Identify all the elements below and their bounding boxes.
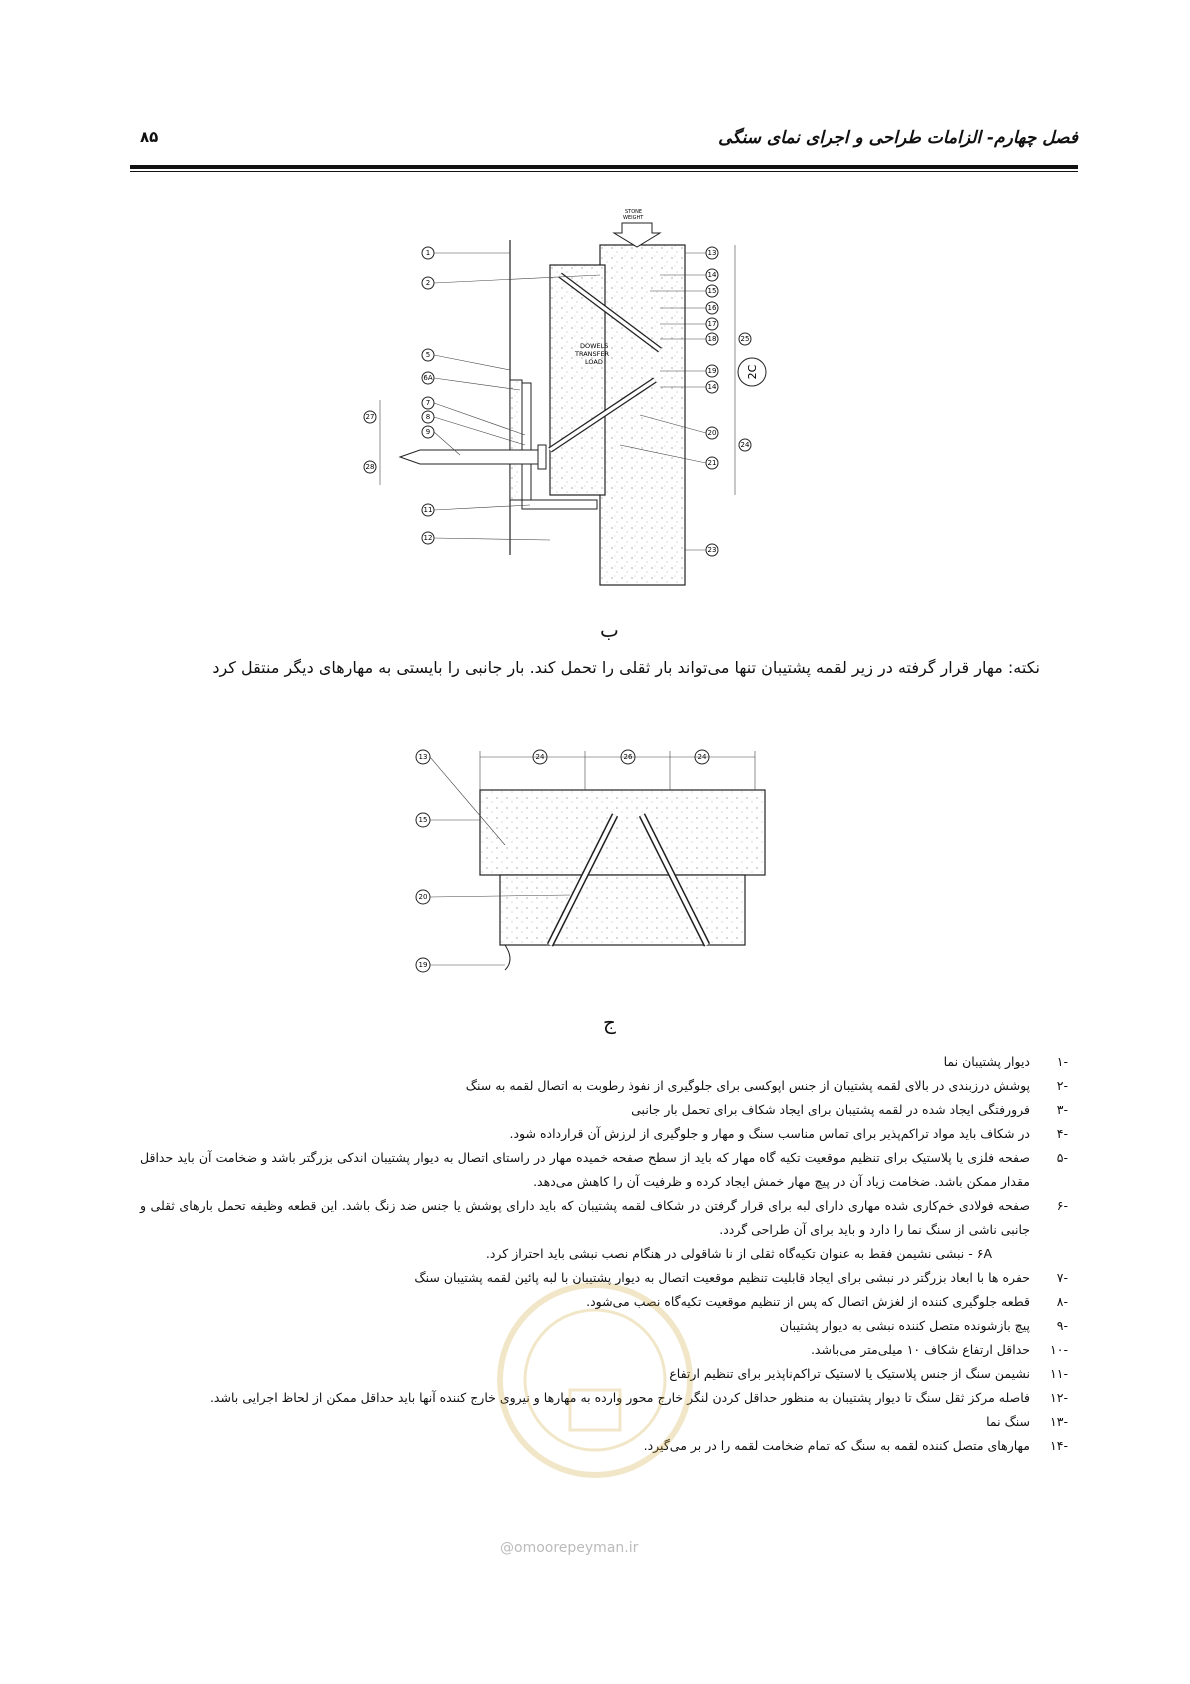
figure-b-drawing <box>360 205 830 615</box>
callouts-left <box>364 247 434 544</box>
svg-text:14: 14 <box>707 271 717 279</box>
figure-b-label: ب <box>600 618 619 642</box>
svg-text:18: 18 <box>707 335 717 343</box>
svg-text:28: 28 <box>365 463 375 471</box>
svg-text:6A: 6A <box>423 374 433 382</box>
stone-section <box>480 790 765 875</box>
svg-text:25: 25 <box>740 335 750 343</box>
shim-plate <box>510 380 522 500</box>
list-item: -۱۰ حداقل ارتفاع شکاف ۱۰ میلی‌متر می‌باشد. <box>810 1342 1068 1357</box>
svg-text:16: 16 <box>707 304 717 312</box>
note-text: نکته: مهار قرار گرفته در زیر لقمه پشتیبان تنها می‌تواند بار ثقلی را تحمل کند. بار جانبی را بایستی به مهارهای دیگر منتقل کرد <box>212 658 1040 677</box>
list-item: -۷ حفره ها با ابعاد بزرگتر در نبشی برای ایجاد قابلیت تنظیم موقعیت اتصال به دیوار پشتیبان با لبه پائین لقمه پشتیبان سنگ <box>414 1270 1068 1285</box>
list-item: ۶A - نبشی نشیمن فقط به عنوان تکیه‌گاه ثقلی از نا شاقولی در هنگام نصب نبشی باید احتراز کرد. <box>485 1246 992 1261</box>
list-item: -۳ فرورفتگی ایجاد شده در لقمه پشتیبان برای ایجاد شکاف برای تحمل بار جانبی <box>631 1102 1068 1117</box>
svg-text:8: 8 <box>425 413 431 421</box>
watermark-site: @omoorepeyman.ir <box>500 1540 639 1556</box>
stone-weight-label-2: WEIGHT <box>623 215 644 221</box>
svg-text:17: 17 <box>707 320 717 328</box>
backup-section <box>500 875 745 945</box>
list-item: -۶ صفحه فولادی خم‌کاری شده مهاری دارای لبه برای قرار گرفتن در شکاف لقمه پشتیبان که باید دارای پوشش یا جنس ضد زنگ باشد. این قطعه وظیفه تحمل بارهای ثقلی و جانبی ناشی از سنگ نما را دارد و باید برای آن طراحی گردد. <box>140 1198 1068 1237</box>
list-item: -۹ پیچ بازشونده متصل کننده نبشی به دیوار پشتیبان <box>779 1318 1068 1333</box>
svg-text:15: 15 <box>707 287 717 295</box>
list-item: -۱۱ نشیمن سنگ از جنس پلاستیک یا لاستیک تراکم‌ناپذیر برای تنظیم ارتفاع <box>669 1366 1068 1381</box>
list-item: -۴ در شکاف باید مواد تراکم‌پذیر برای تماس مناسب سنگ و مهار و جلوگیری از لرزش آن قرارداده شود. <box>509 1126 1068 1141</box>
svg-text:24: 24 <box>740 441 750 449</box>
svg-text:21: 21 <box>707 459 717 467</box>
dowels-label-3: LOAD <box>585 358 603 366</box>
watermark-logo <box>490 1270 700 1490</box>
list-item: -۱ دیوار پشتیبان نما <box>943 1054 1068 1069</box>
anchor-bolt <box>400 450 540 464</box>
svg-text:11: 11 <box>423 506 433 514</box>
header-rule-thick <box>130 165 1078 169</box>
svg-text:15: 15 <box>418 816 428 824</box>
svg-text:24: 24 <box>697 753 707 761</box>
svg-text:9: 9 <box>425 428 431 436</box>
svg-text:5: 5 <box>425 351 431 359</box>
svg-text:14: 14 <box>707 383 717 391</box>
page-number: ۸۵ <box>140 128 159 146</box>
callouts-right <box>706 247 751 556</box>
svg-text:1: 1 <box>425 249 431 257</box>
figure-j-drawing <box>395 745 795 990</box>
svg-text:19: 19 <box>418 961 428 969</box>
stone-panel <box>600 245 685 585</box>
stone-weight-label-1: STONE <box>625 209 643 215</box>
angle-horizontal <box>522 500 597 509</box>
svg-text:12: 12 <box>423 534 433 542</box>
list-item: -۱۳ سنگ نما <box>986 1414 1068 1429</box>
figure-j-label: ج <box>603 1010 616 1034</box>
list-item: -۸ قطعه جلوگیری کننده از لغزش اتصال که پس از تنظیم موقعیت تکیه‌گاه نصب می‌شود. <box>586 1294 1068 1309</box>
dowels-label-1: DOWELS <box>580 342 609 350</box>
list-item: -۵ صفحه فلزی یا پلاستیک برای تنظیم موقعیت تکیه گاه مهار که باید از سطح صفحه خمیده مهار در راستای اتصال به دیوار پشتیبان اندکی بزرگتر باشد و ضخامت آن باید حداقل مقدار ممکن باشد. ضخامت زیاد آن در پیچ مهار خمش ایجاد کرده و ظرفیت آن را کاهش می‌دهد. <box>140 1150 1068 1189</box>
chapter-title: فصل چهارم- الزامات طراحی و اجرای نمای سنگی <box>718 128 1078 148</box>
dowels-label-2: TRANSFER <box>575 350 610 358</box>
svg-text:19: 19 <box>707 367 717 375</box>
svg-text:27: 27 <box>365 413 375 421</box>
svg-text:20: 20 <box>418 893 428 901</box>
svg-text:2: 2 <box>425 279 431 287</box>
header-rule-thin <box>130 171 1078 172</box>
detail-code: 2C <box>746 364 759 380</box>
angle-vertical <box>522 383 531 508</box>
svg-text:23: 23 <box>707 546 717 554</box>
svg-text:26: 26 <box>623 753 633 761</box>
stone-weight-arrow <box>614 223 660 247</box>
svg-text:13: 13 <box>707 249 717 257</box>
list-item: -۱۲ فاصله مرکز ثقل سنگ تا دیوار پشتیبان به منظور حداقل کردن لنگر خارج محور وارده به مهارها و نیروی خارج کننده آنها باید حداقل ممکن از لحاظ اجرایی باشد. <box>209 1390 1068 1405</box>
svg-text:20: 20 <box>707 429 717 437</box>
svg-text:7: 7 <box>425 399 431 407</box>
list-item: -۲ پوشش درزبندی در بالای لقمه پشتیبان از جنس اپوکسی برای جلوگیری از نفوذ رطوبت به اتصال لقمه به سنگ <box>465 1078 1068 1093</box>
list-item: -۱۴ مهارهای متصل کننده لقمه به سنگ که تمام ضخامت لقمه را در بر می‌گیرد. <box>643 1438 1068 1453</box>
svg-text:24: 24 <box>535 753 545 761</box>
svg-text:13: 13 <box>418 753 428 761</box>
